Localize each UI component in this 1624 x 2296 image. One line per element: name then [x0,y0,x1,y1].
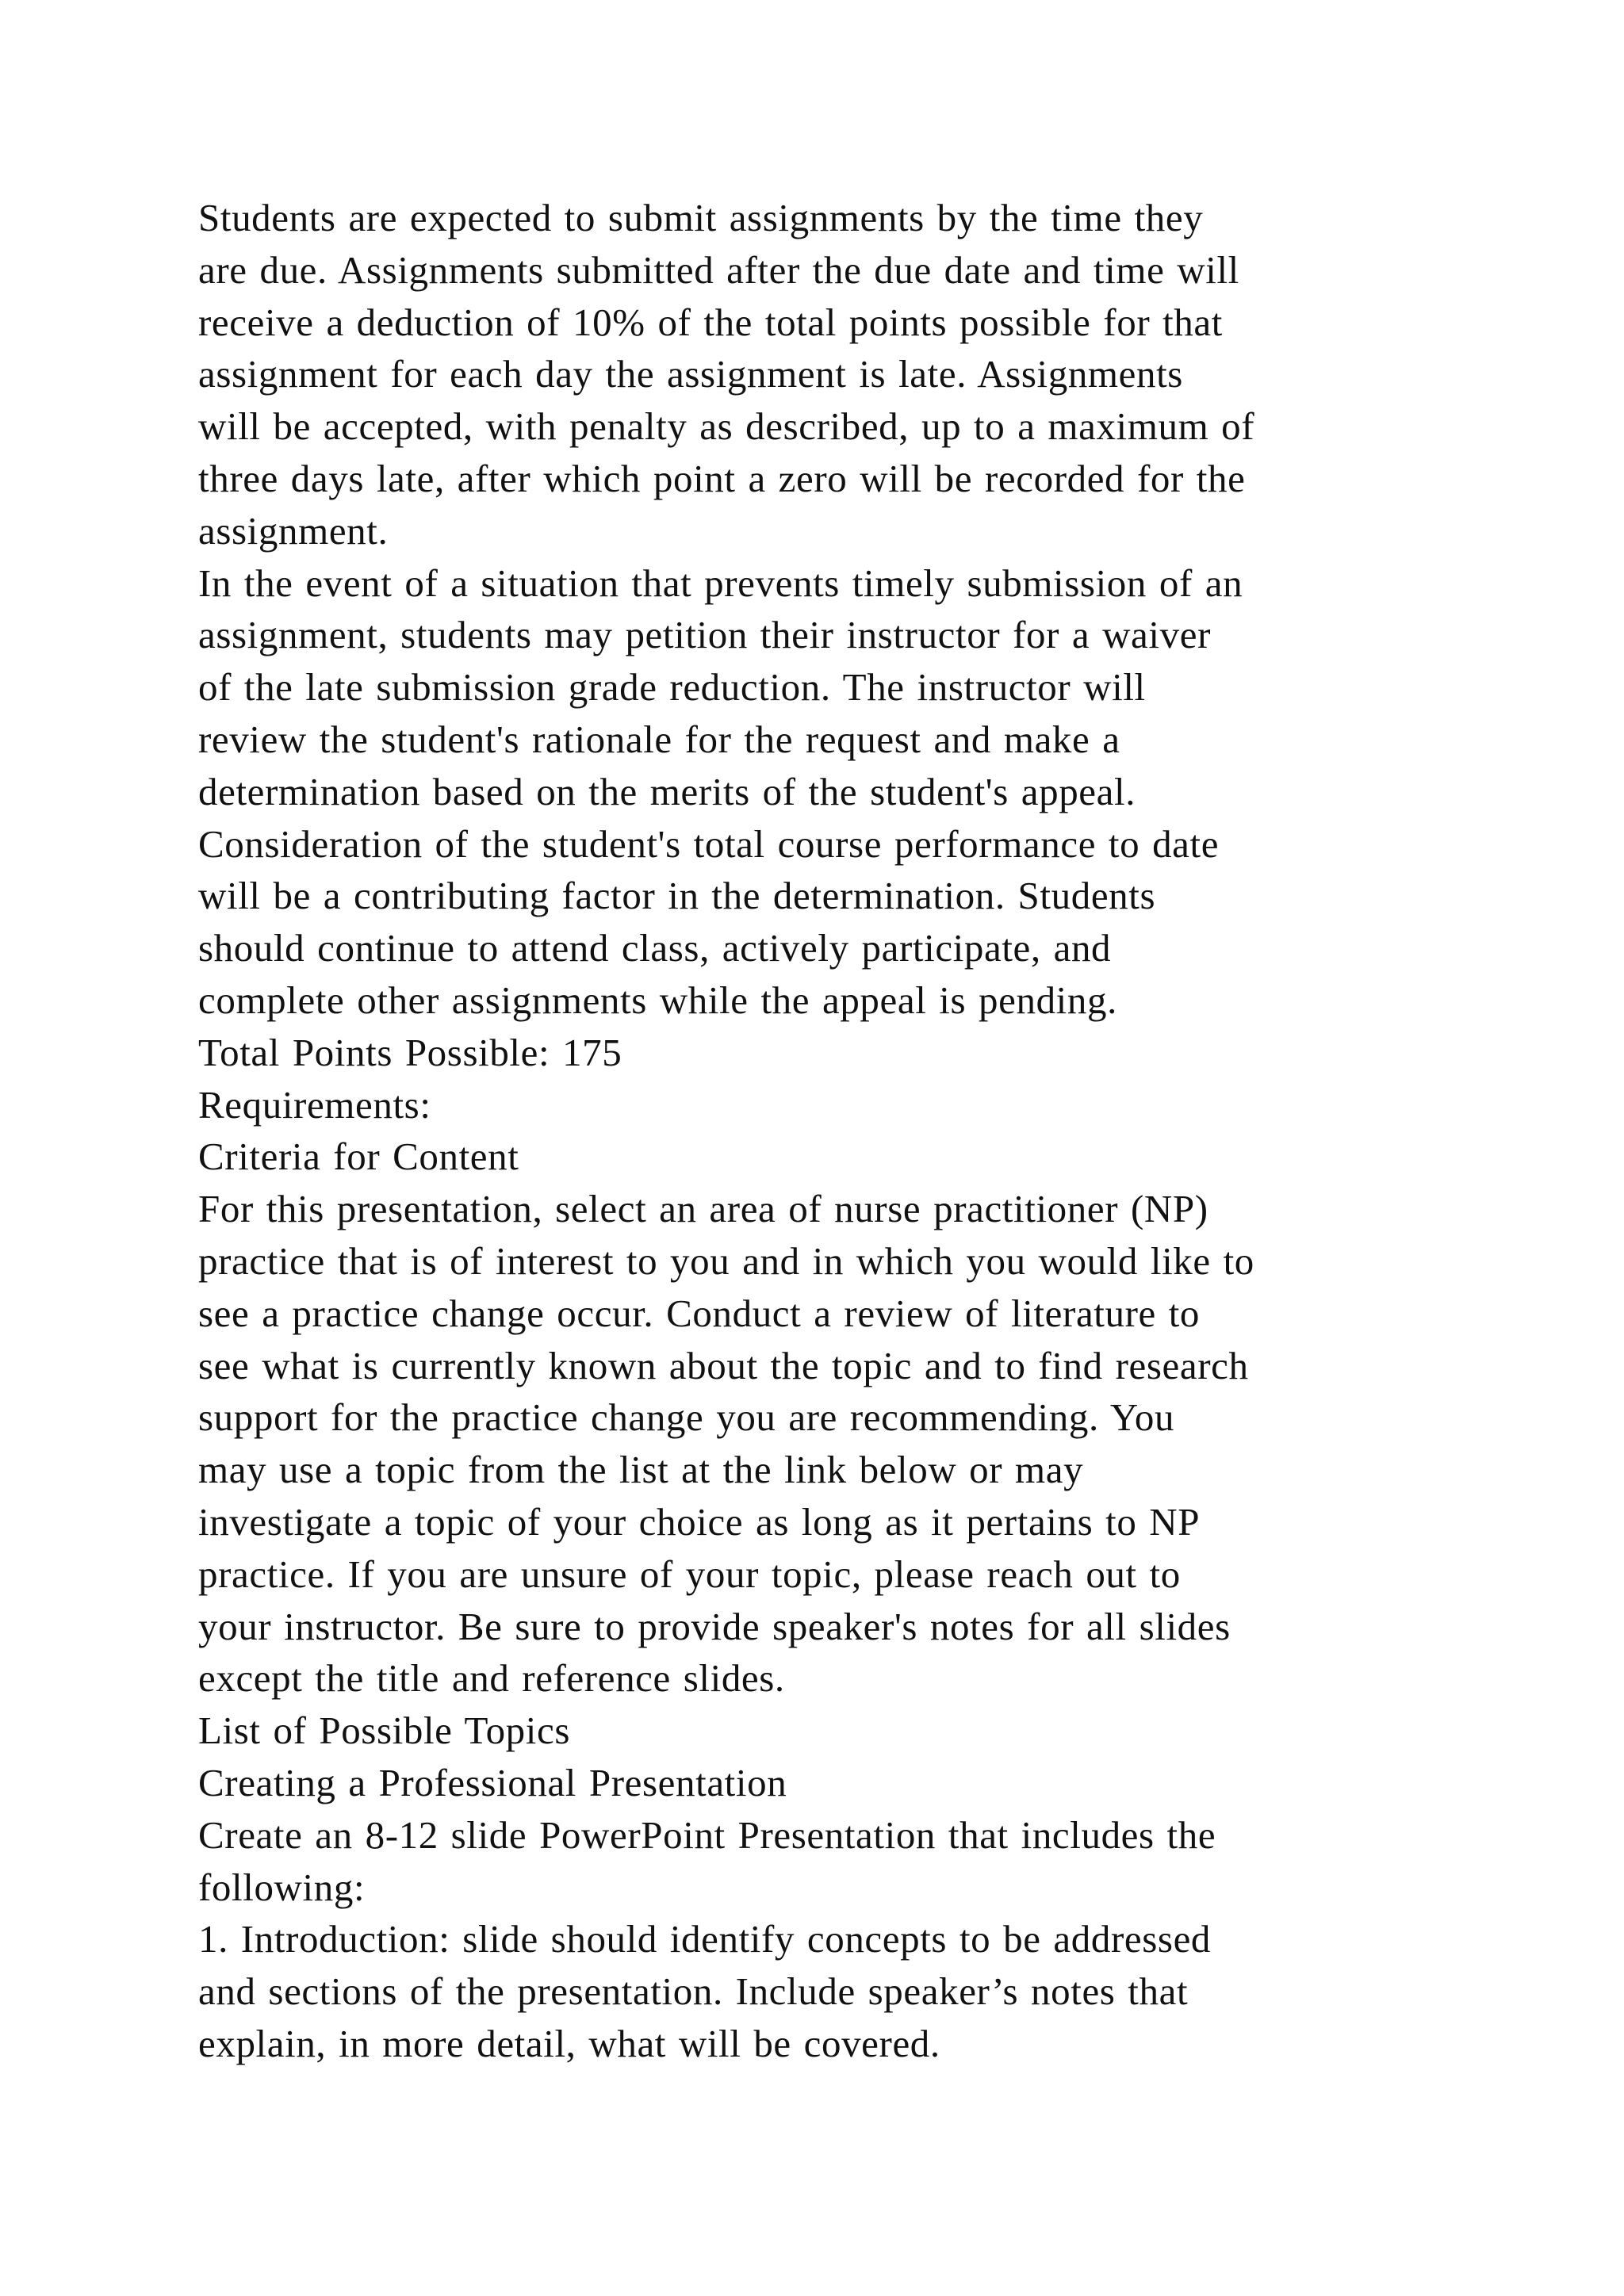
text-line: complete other assignments while the appeal is pending. [198,978,1117,1022]
text-line: should continue to attend class, actively participate, and [198,926,1112,970]
text-line: List of Possible Topics [198,1709,571,1753]
text-line: assignment, students may petition their instructor for a waiver [198,613,1211,657]
text-line: review the student's rationale for the request and make a [198,717,1120,761]
text-line: investigate a topic of your choice as long as it pertains to NP [198,1499,1201,1544]
text-line: receive a deduction of 10% of the total points possible for that [198,300,1223,344]
text-line: Create an 8-12 slide PowerPoint Presentation that includes the [198,1812,1216,1857]
text-line: following: [198,1865,366,1909]
text-line: and sections of the presentation. Include speaker’s notes that [198,1969,1189,2014]
text-line: 1. Introduction: slide should identify concepts to be addressed [198,1917,1212,1961]
text-line: practice that is of interest to you and in which you would like to [198,1238,1254,1283]
text-line: For this presentation, select an area of nurse practitioner (NP) [198,1187,1208,1231]
text-line: see what is currently known about the topic and to find research [198,1343,1249,1387]
text-line: see a practice change occur. Conduct a review of literature to [198,1291,1201,1335]
text-line: Requirements: [198,1082,431,1127]
text-line: except the title and reference slides. [198,1656,785,1701]
text-line: your instructor. Be sure to provide speaker's notes for all slides [198,1604,1231,1648]
text-line: are due. Assignments submitted after the due date and time will [198,247,1239,292]
text-line: support for the practice change you are recommending. You [198,1395,1175,1440]
text-line: three days late, after which point a zero will be recorded for the [198,456,1246,500]
text-line: of the late submission grade reduction. The instructor will [198,665,1146,710]
text-line: explain, in more detail, what will be covered. [198,2021,940,2065]
text-line: Consideration of the student's total course performance to date [198,821,1220,866]
text-line: determination based on the merits of the student's appeal. [198,769,1136,813]
text-line: Creating a Professional Presentation [198,1760,787,1804]
text-line: Students are expected to submit assignments by the time they [198,196,1204,239]
document-body [198,192,1467,2070]
text-line: practice. If you are unsure of your topic, please reach out to [198,1552,1181,1596]
text-line: may use a topic from the list at the link below or may [198,1448,1084,1492]
text-line: will be accepted, with penalty as described, up to a maximum of [198,404,1255,449]
text-line: Criteria for Content [198,1135,519,1179]
text-line: In the event of a situation that prevents timely submission of an [198,561,1243,605]
text-line: Total Points Possible: 175 [198,1030,622,1074]
text-line: will be a contributing factor in the determination. Students [198,874,1156,918]
text-line: assignment for each day the assignment is late. Assignments [198,352,1183,396]
text-line: assignment. [198,508,389,553]
